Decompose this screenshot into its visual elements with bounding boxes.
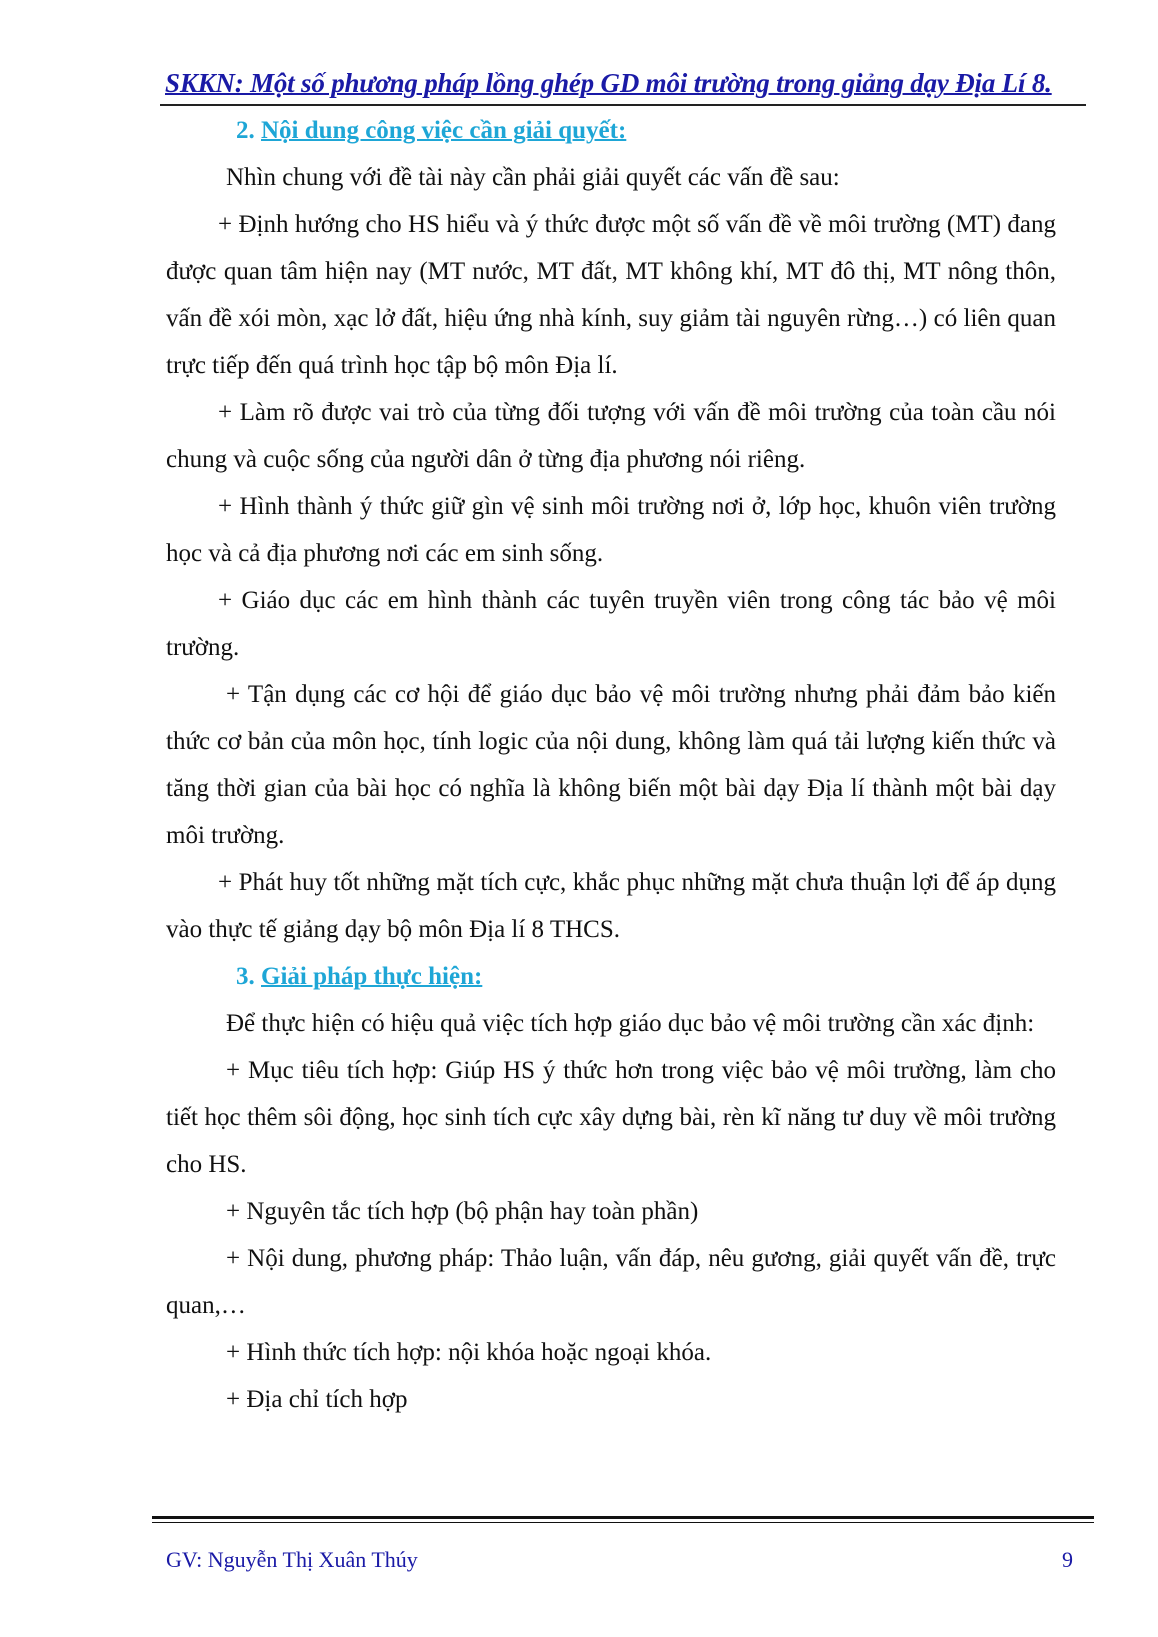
- footer-divider: [152, 1516, 1094, 1519]
- paragraph: Nhìn chung với đề tài này cần phải giải quyết các vấn đề sau:: [226, 164, 840, 191]
- paragraph: + Định hướng cho HS hiểu và ý thức được một số vấn đề về môi trường (MT) đang được quan tâm hiện nay (MT nước, MT đất, MT không khí, MT đô thị, MT nông thôn, vấn đề xói mòn, xạc lở đất, hiệu ứng nhà kính, suy giảm tài nguyên rừng…) có liên quan trực tiếp đến quá trình học tập bộ môn Địa lí.: [166, 211, 1056, 379]
- paragraph: Để thực hiện có hiệu quả việc tích hợp giáo dục bảo vệ môi trường cần xác định:: [226, 1010, 1035, 1037]
- paragraph: + Hình thức tích hợp: nội khóa hoặc ngoại khóa.: [226, 1339, 712, 1366]
- section-3-title: Giải pháp thực hiện:: [261, 963, 483, 990]
- section-2-title: Nội dung công việc cần giải quyết:: [261, 117, 627, 144]
- paragraph: + Mục tiêu tích hợp: Giúp HS ý thức hơn trong việc bảo vệ môi trường, làm cho tiết học thêm sôi động, học sinh tích cực xây dựng bài, rèn kĩ năng tư duy về môi trường cho HS.: [166, 1057, 1056, 1178]
- paragraph: + Địa chỉ tích hợp: [226, 1386, 408, 1413]
- paragraph: + Nội dung, phương pháp: Thảo luận, vấn đáp, nêu gương, giải quyết vấn đề, trực quan,…: [166, 1245, 1056, 1319]
- header-divider: [160, 104, 1086, 106]
- paragraph: + Nguyên tắc tích hợp (bộ phận hay toàn phần): [226, 1198, 699, 1225]
- footer-author: GV: Nguyễn Thị Xuân Thúy: [166, 1547, 418, 1572]
- section-3-heading: [166, 953, 1056, 1000]
- document-body: [166, 107, 1056, 1423]
- paragraph: + Tận dụng các cơ hội để giáo dục bảo vệ môi trường nhưng phải đảm bảo kiến thức cơ bản của môn học, tính logic của nội dung, không làm quá tải lượng kiến thức và tăng thời gian của bài học có nghĩa là không biến một bài dạy Địa lí thành một bài dạy môi trường.: [166, 681, 1056, 849]
- footer-divider-thin: [152, 1522, 1094, 1523]
- paragraph: + Phát huy tốt những mặt tích cực, khắc phục những mặt chưa thuận lợi để áp dụng vào thực tế giảng dạy bộ môn Địa lí 8 THCS.: [166, 869, 1056, 943]
- section-2-heading: [166, 107, 1056, 154]
- header-title: SKKN: Một số phương pháp lồng ghép GD môi trường trong giảng dạy Địa Lí 8.: [165, 68, 1052, 98]
- page-number: 9: [1062, 1547, 1073, 1572]
- paragraph: + Giáo dục các em hình thành các tuyên truyền viên trong công tác bảo vệ môi trường.: [166, 587, 1056, 661]
- section-2-number: 2.: [236, 117, 255, 144]
- paragraph: + Làm rõ được vai trò của từng đối tượng với vấn đề môi trường của toàn cầu nói chung và cuộc sống của người dân ở từng địa phương nói riêng.: [166, 399, 1056, 473]
- section-3-number: 3.: [236, 963, 255, 990]
- paragraph: + Hình thành ý thức giữ gìn vệ sinh môi trường nơi ở, lớp học, khuôn viên trường học và cả địa phương nơi các em sinh sống.: [166, 493, 1056, 567]
